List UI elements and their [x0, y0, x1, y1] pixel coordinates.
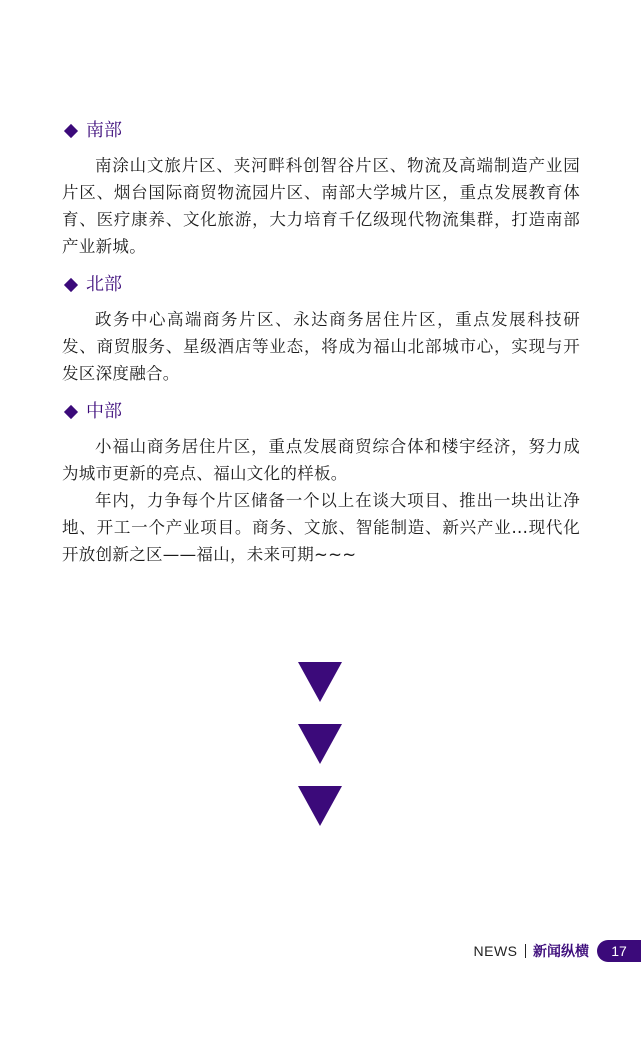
section-title: 中部: [86, 401, 122, 422]
footer-column-name: 新闻纵横: [533, 944, 589, 960]
down-triangle-icon: [298, 786, 342, 826]
diamond-icon: [64, 405, 78, 419]
section-heading: [62, 118, 580, 144]
page-footer: [474, 939, 641, 963]
diamond-icon: [64, 278, 78, 292]
footer-divider: [525, 944, 527, 958]
section-central: [62, 399, 580, 568]
page-number: 17: [597, 940, 641, 962]
paragraph: 政务中心高端商务片区、永达商务居住片区，重点发展科技研发、商贸服务、星级酒店等业态，将成为福山北部城市心，实现与开发区深度融合。: [62, 310, 580, 383]
paragraph: 南涂山文旅片区、夹河畔科创智谷片区、物流及高端制造产业园片区、烟台国际商贸物流园片区、南部大学城片区，重点发展教育体育、医疗康养、文化旅游，大力培育千亿级现代物流集群，打造南部产业新城。: [62, 156, 580, 256]
section-title: 南部: [86, 120, 122, 141]
paragraph: 年内，力争每个片区储备一个以上在谈大项目、推出一块出让净地、开工一个产业项目。商务、文旅、智能制造、新兴产业...现代化开放创新之区——福山，未来可期~~~: [62, 491, 580, 564]
section-south: [62, 118, 580, 260]
article-body: [62, 118, 580, 568]
down-triangle-icon: [298, 662, 342, 702]
section-title: 北部: [86, 274, 122, 295]
section-heading: [62, 272, 580, 298]
section-north: [62, 272, 580, 387]
down-triangle-icon: [298, 724, 342, 764]
diamond-icon: [64, 124, 78, 138]
down-arrows: [298, 662, 344, 848]
paragraph: 小福山商务居住片区，重点发展商贸综合体和楼宇经济，努力成为城市更新的亮点、福山文化的样板。: [62, 437, 580, 483]
section-heading: [62, 399, 580, 425]
footer-news-label: NEWS: [473, 943, 518, 959]
